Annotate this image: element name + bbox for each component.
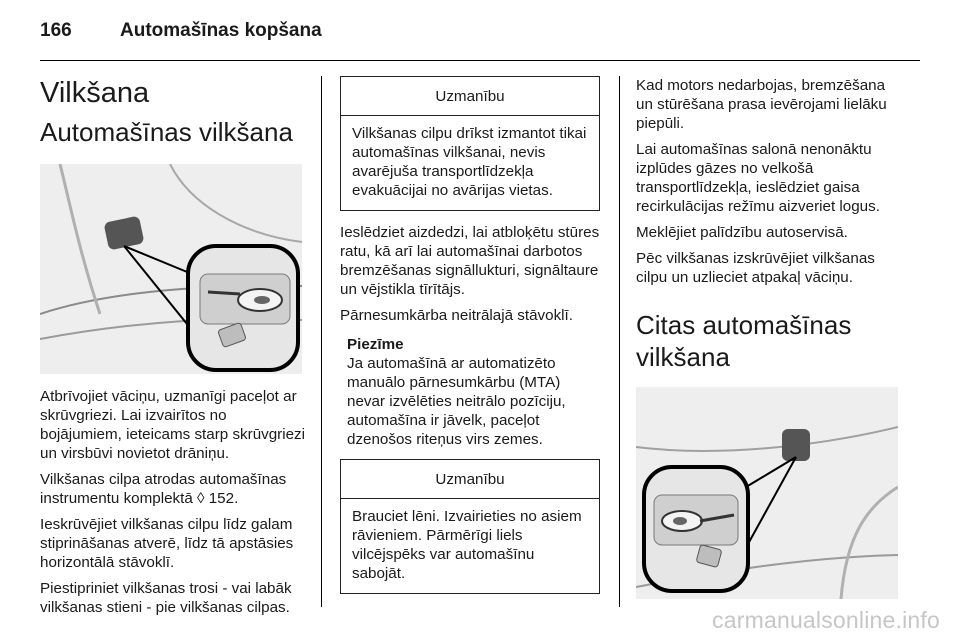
caution-box	[340, 459, 600, 594]
caution-title: Uzmanību	[341, 77, 599, 116]
header-rule	[40, 60, 920, 61]
paragraph: Kad motors nedarbojas, bremzēšana un stūrēšana prasa ievērojami lielāku piepūli.	[636, 77, 887, 132]
section-heading: Vilkšana	[40, 77, 150, 109]
column-divider-2	[619, 76, 620, 607]
paragraph: Ieskrūvējiet vilkšanas cilpu līdz galam stiprināšanas atverē, līdz tā apstāsies horizontālā stāvoklī.	[40, 516, 294, 571]
paragraph: Lai automašīnas salonā nenonāktu izplūdes gāzes no velkošā transportlīdzekļa, ieslēdziet gaisa recirkulācijas režīmu aizveriet logus.	[636, 141, 880, 215]
watermark: carmanualsonline.info	[712, 607, 940, 633]
column-2	[340, 76, 602, 594]
paragraph: Meklējiet palīdzību autoservisā.	[636, 224, 848, 241]
note-text: Ja automašīnā ar automatizēto manuālo pārnesumkārbu (MTA) nevar izvēlēties neitrālo pozīciju, automašīna ir jāvelk, paceļot dzenošos riteņus virs zemes.	[347, 355, 566, 448]
caution-box	[340, 76, 600, 211]
column-1	[40, 76, 306, 617]
section-subheading: Citas automašīnas vilkšana	[636, 310, 852, 372]
paragraph: Piestipriniet vilkšanas trosi - vai labāk vilkšanas stieni - pie vilkšanas cilpas.	[40, 580, 292, 616]
section-subheading: Automašīnas vilkšana	[40, 117, 293, 147]
paragraph: Ieslēdziet aizdedzi, lai atbloķētu stūres ratu, kā arī lai automašīnai darbotos bremzēšanas signāllukturi, signāltaure un vējstikla tīrītājs.	[340, 224, 600, 298]
chapter-title: Automašīnas kopšana	[120, 20, 322, 41]
paragraph: Atbrīvojiet vāciņu, uzmanīgi paceļot ar skrūvgriezi. Lai izvairītos no bojājumiem, ieteicams starp skrūvgriezi un virsbūvi novietot drāniņu.	[40, 388, 306, 462]
caution-text: Brauciet lēni. Izvairieties no asiem rāvieniem. Pārmērīgi liels vilcējspēks var automašīnu sabojāt.	[352, 508, 582, 582]
note-block	[340, 335, 602, 449]
caution-title: Uzmanību	[341, 460, 599, 499]
column-divider-1	[321, 76, 322, 607]
paragraph: Pārnesumkārba neitrālajā stāvoklī.	[340, 307, 573, 324]
caution-text: Vilkšanas cilpu drīkst izmantot tikai automašīnas vilkšanai, nevis avarējuša transportlīdzekļa evakuācijai no avārijas vietas.	[352, 125, 587, 199]
paragraph: Vilkšanas cilpa atrodas automašīnas instrumentu komplektā ◊ 152.	[40, 471, 287, 507]
rear-bumper-tow-eye-figure	[40, 164, 302, 374]
note-title: Piezīme	[347, 336, 404, 353]
column-3	[636, 76, 902, 599]
paragraph: Pēc vilkšanas izskrūvējiet vilkšanas cilpu un uzlieciet atpakaļ vāciņu.	[636, 250, 875, 286]
front-bumper-tow-eye-figure	[636, 387, 898, 599]
page-number: 166	[40, 20, 72, 41]
